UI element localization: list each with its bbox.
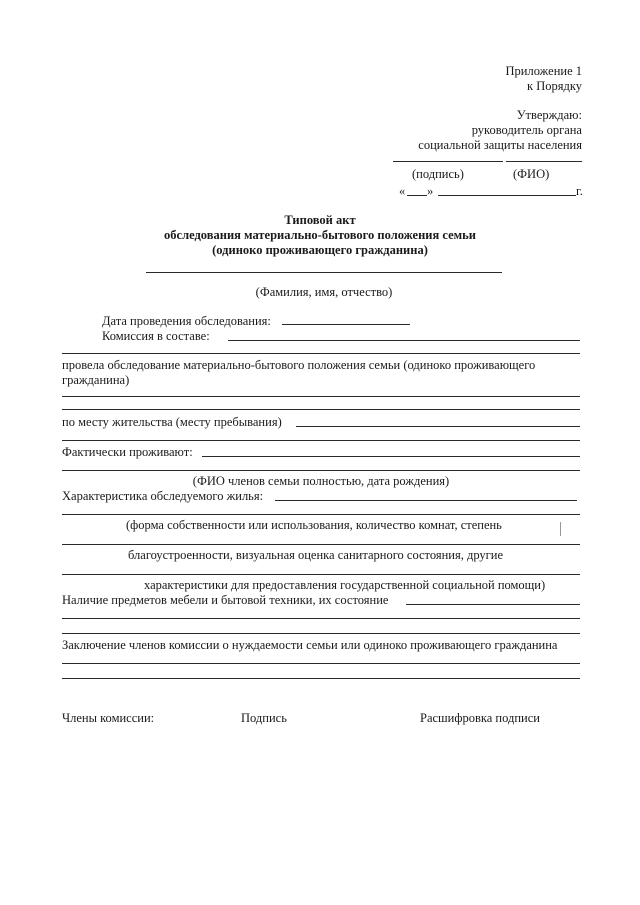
conducted-field-2[interactable] (62, 409, 580, 410)
footer-signature: Подпись (241, 711, 287, 725)
appendix-reference: к Порядку (527, 79, 582, 93)
furniture-label: Наличие предметов мебели и бытовой техники, их состояние (62, 593, 389, 607)
housing-field-3[interactable] (62, 544, 580, 545)
housing-caption-3: характеристики для предоставления государственной социальной помощи) (144, 578, 546, 592)
housing-caption-2: благоустроенности, визуальная оценка санитарного состояния, другие (128, 548, 504, 562)
approval-signature-caption: (подпись) (412, 167, 464, 181)
commission-field-2[interactable] (62, 353, 580, 354)
housing-field-2[interactable] (62, 514, 580, 515)
housing-field-4[interactable] (62, 574, 580, 575)
appendix-number: Приложение 1 (505, 64, 582, 78)
exam-date-label: Дата проведения обследования: (102, 314, 271, 328)
residence-field[interactable] (296, 426, 580, 427)
fullname-field[interactable] (146, 272, 502, 273)
approval-date-open-quote: « (399, 184, 406, 198)
approval-date-close-quote: » (427, 184, 434, 198)
conducted-text: провела обследование материально-бытового положения семьи (одиноко проживающего (62, 358, 536, 372)
residence-field-2[interactable] (62, 440, 580, 441)
approval-month-year-field[interactable] (438, 195, 576, 196)
approval-social-protection: социальной защиты населения (418, 138, 582, 152)
conclusion-field-2[interactable] (62, 678, 580, 679)
actually-live-label: Фактически проживают: (62, 445, 193, 459)
approval-heading: Утверждаю: (516, 108, 582, 122)
document-subtitle: обследования материально-бытового положения семьи (164, 228, 476, 242)
footer-members: Члены комиссии: (62, 711, 155, 725)
scan-mark (560, 522, 561, 536)
housing-field[interactable] (275, 500, 577, 501)
actually-live-field-2[interactable] (62, 470, 580, 471)
conclusion-label: Заключение членов комиссии о нуждаемости семьи или одиноко проживающего гражданина (62, 638, 558, 652)
housing-caption: (форма собственности или использования, количество комнат, степень (126, 518, 502, 532)
commission-field[interactable] (228, 340, 580, 341)
residence-label: по месту жительства (месту пребывания) (62, 415, 282, 429)
furniture-field[interactable] (406, 604, 580, 605)
footer-decoding: Расшифровка подписи (420, 711, 540, 725)
family-caption: (ФИО членов семьи полностью, дата рождения) (192, 474, 450, 488)
approval-signature-line[interactable] (393, 161, 503, 162)
conducted-text-2: гражданина) (62, 373, 130, 387)
exam-date-field[interactable] (282, 324, 410, 325)
conducted-field[interactable] (62, 396, 580, 397)
approval-fio-caption: (ФИО) (513, 167, 550, 181)
document-title: Типовой акт (284, 213, 356, 227)
actually-live-field[interactable] (202, 456, 580, 457)
commission-label: Комиссия в составе: (102, 329, 210, 343)
approval-fio-line[interactable] (506, 161, 582, 162)
furniture-field-3[interactable] (62, 633, 580, 634)
housing-label: Характеристика обследуемого жилья: (62, 489, 264, 503)
furniture-field-2[interactable] (62, 618, 580, 619)
document-subtitle-2: (одиноко проживающего гражданина) (212, 243, 428, 257)
approval-day-field[interactable] (407, 195, 427, 196)
approval-head-of-body: руководитель органа (471, 123, 582, 137)
fullname-caption: (Фамилия, имя, отчество) (255, 285, 393, 299)
conclusion-field[interactable] (62, 663, 580, 664)
approval-year-suffix: г. (576, 184, 583, 198)
